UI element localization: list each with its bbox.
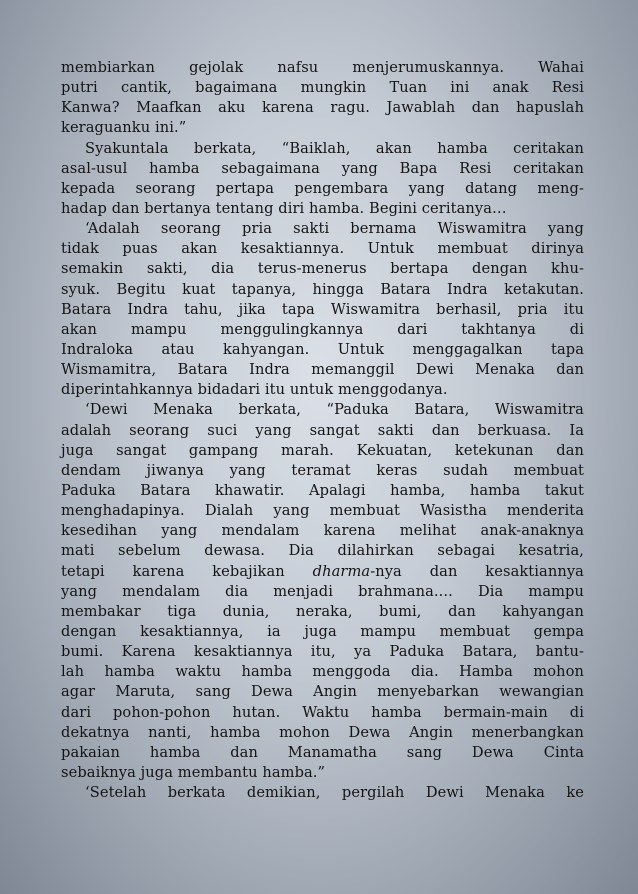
- italic-term: dharma: [312, 562, 371, 580]
- text-line: lah hamba waktu hamba menggoda dia. Hamba mohon: [61, 663, 584, 681]
- text-line: Indraloka atau kahyangan. Untuk menggagalkan tapa: [61, 340, 584, 358]
- text-line: dengan kesaktiannya, ia juga mampu membuat gempa: [61, 622, 584, 640]
- text-line: dekatnya nanti, hamba mohon Dewa Angin menerbangkan: [61, 723, 584, 741]
- text-line: ‘Setelah berkata demikian, pergilah Dewi Menaka ke: [85, 784, 584, 802]
- text-line: membiarkan gejolak nafsu menjerumuskannya. Wahai: [61, 59, 584, 76]
- text-line: Batara Indra tahu, jika tapa Wiswamitra berhasil, pria itu: [61, 300, 584, 318]
- text-line: yang mendalam dia menjadi brahmana.... Dia mampu: [61, 582, 584, 600]
- book-page-text: [61, 58, 584, 803]
- text-segment: tetapi karena kebajikan: [61, 562, 313, 580]
- text-line: syuk. Begitu kuat tapanya, hingga Batara Indra ketakutan.: [61, 280, 584, 298]
- text-line: Wismamitra, Batara Indra memanggil Dewi Menaka dan: [61, 361, 584, 379]
- text-line: dari pohon-pohon hutan. Waktu hamba bermain-main di: [61, 703, 584, 721]
- text-line: kesedihan yang mendalam karena melihat anak-anaknya: [61, 522, 584, 540]
- text-line: [61, 562, 584, 582]
- text-segment: -nya dan kesaktiannya: [370, 562, 584, 580]
- text-line: akan mampu menggulingkannya dari takhtanya di: [61, 320, 584, 338]
- text-line: hadap dan bertanya tentang diri hamba. Begini ceritanya…: [61, 199, 507, 217]
- text-line: pakaian hamba dan Manamatha sang Dewa Cinta: [61, 743, 584, 761]
- text-line: bumi. Karena kesaktiannya itu, ya Paduka Batara, bantu-: [61, 643, 584, 661]
- text-line: keraguanku ini.”: [61, 119, 187, 137]
- text-line: putri cantik, bagaimana mungkin Tuan ini anak Resi: [61, 79, 584, 97]
- text-line: tidak puas akan kesaktiannya. Untuk membuat dirinya: [61, 240, 584, 258]
- text-line: diperintahkannya bidadari itu untuk menggodanya.: [61, 381, 448, 399]
- text-line: membakar tiga dunia, neraka, bumi, dan kahyangan: [61, 602, 584, 620]
- text-line: semakin sakti, dia terus-menerus bertapa dengan khu-: [61, 260, 584, 278]
- text-line: Paduka Batara khawatir. Apalagi hamba, hamba takut: [61, 481, 584, 499]
- text-line: mati sebelum dewasa. Dia dilahirkan sebagai kesatria,: [61, 542, 584, 560]
- text-line: dendam jiwanya yang teramat keras sudah membuat: [61, 461, 584, 479]
- text-line: kepada seorang pertapa pengembara yang datang meng-: [61, 179, 584, 197]
- text-line: Kanwa? Maafkan aku karena ragu. Jawablah dan hapuslah: [61, 99, 584, 117]
- text-line: menghadapinya. Dialah yang membuat Wasistha menderita: [61, 502, 584, 520]
- text-line: Syakuntala berkata, “Baiklah, akan hamba ceritakan: [85, 139, 584, 157]
- text-line: ‘Adalah seorang pria sakti bernama Wiswamitra yang: [85, 220, 584, 238]
- text-line: sebaiknya juga membantu hamba.”: [61, 763, 326, 781]
- text-line: ‘Dewi Menaka berkata, “Paduka Batara, Wiswamitra: [85, 401, 584, 419]
- text-line: asal-usul hamba sebagaimana yang Bapa Resi ceritakan: [61, 159, 584, 177]
- text-line: juga sangat gampang marah. Kekuatan, ketekunan dan: [61, 441, 584, 459]
- text-line: agar Maruta, sang Dewa Angin menyebarkan wewangian: [61, 683, 584, 701]
- text-line: adalah seorang suci yang sangat sakti dan berkuasa. Ia: [61, 421, 584, 439]
